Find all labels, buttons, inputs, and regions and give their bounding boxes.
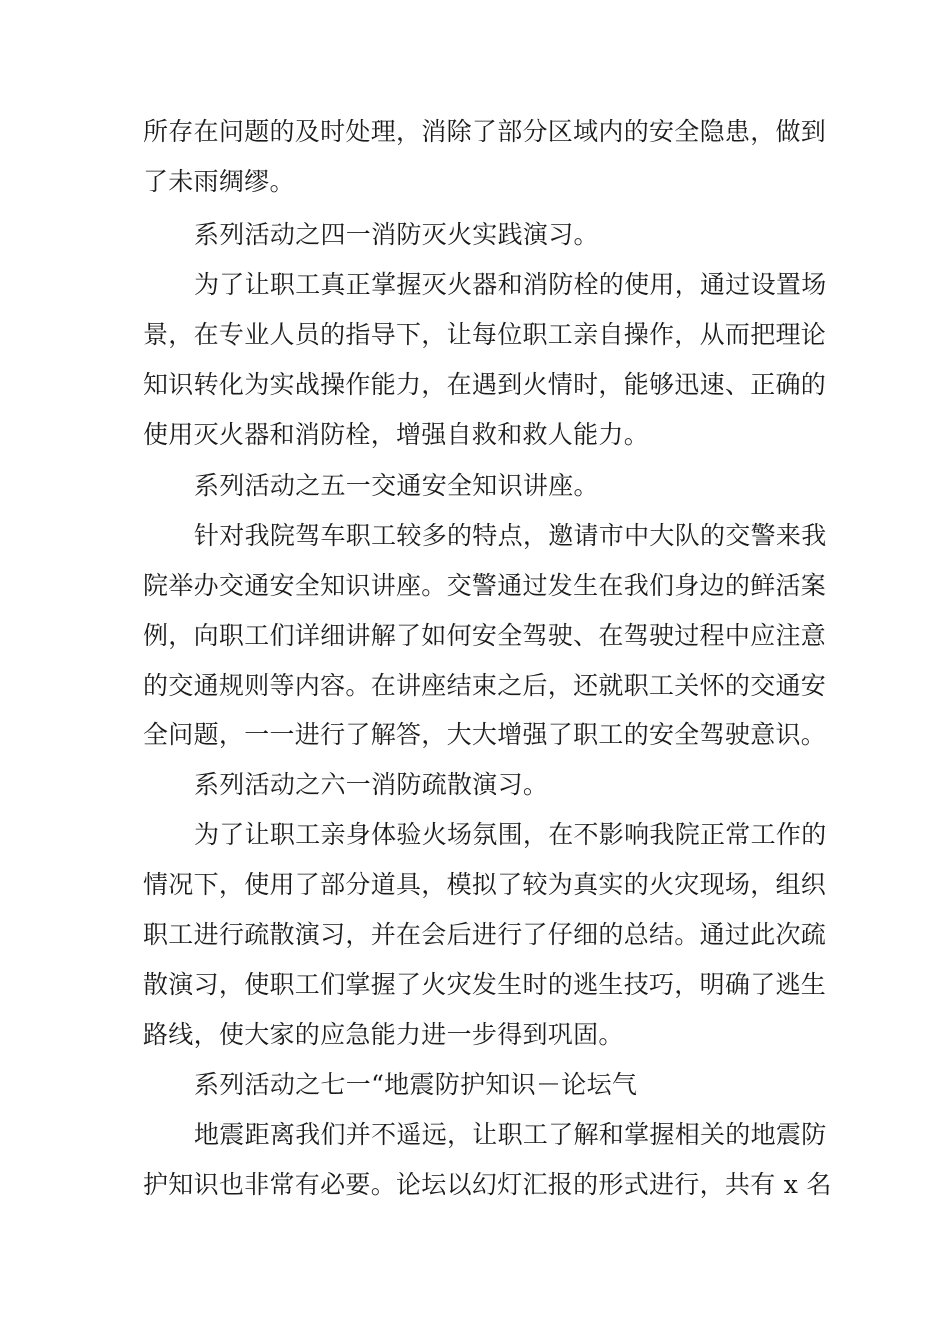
paragraph-line: 情况下，使用了部分道具，模拟了较为真实的火灾现场，组织 <box>143 870 827 899</box>
paragraph-line: 全问题，一一进行了解答，大大增强了职工的安全驾驶意识。 <box>143 720 827 749</box>
section-heading: 系列活动之四一消防灭火实践演习。 <box>194 220 599 249</box>
section-heading: 系列活动之五一交通安全知识讲座。 <box>194 471 599 500</box>
paragraph-line: 例，向职工们详细讲解了如何安全驾驶、在驾驶过程中应注意 <box>143 621 827 650</box>
paragraph-line: 职工进行疏散演习，并在会后进行了仔细的总结。通过此次疏 <box>143 920 827 949</box>
paragraph-line: 针对我院驾车职工较多的特点，邀请市中大队的交警来我 <box>194 521 827 550</box>
paragraph-line: 使用灭火器和消防栓，增强自救和救人能力。 <box>143 420 650 449</box>
paragraph-line: 所存在问题的及时处理，消除了部分区域内的安全隐患，做到 <box>143 117 827 146</box>
paragraph-line: 为了让职工亲身体验火场氛围，在不影响我院正常工作的 <box>194 820 827 849</box>
paragraph-line: 院举办交通安全知识讲座。交警通过发生在我们身边的鲜活案 <box>143 571 827 600</box>
paragraph-line: 护知识也非常有必要。论坛以幻灯汇报的形式进行，共有 x 名 <box>143 1170 832 1199</box>
paragraph-line: 的交通规则等内容。在讲座结束之后，还就职工关怀的交通安 <box>143 671 827 700</box>
paragraph-line: 为了让职工真正掌握灭火器和消防栓的使用，通过设置场 <box>194 270 827 299</box>
paragraph-line: 了未雨绸缪。 <box>143 167 295 196</box>
paragraph-line: 散演习，使职工们掌握了火灾发生时的逃生技巧，明确了逃生 <box>143 970 827 999</box>
paragraph-line: 知识转化为实战操作能力，在遇到火情时，能够迅速、正确的 <box>143 370 827 399</box>
paragraph-line: 路线，使大家的应急能力进一步得到巩固。 <box>143 1020 624 1049</box>
section-heading: 系列活动之七一“地震防护知识－论坛气 <box>194 1070 638 1099</box>
paragraph-line: 景，在专业人员的指导下，让每位职工亲自操作，从而把理论 <box>143 320 827 349</box>
paragraph-line: 地震距离我们并不遥远，让职工了解和掌握相关的地震防 <box>194 1120 827 1149</box>
section-heading: 系列活动之六一消防疏散演习。 <box>194 770 549 799</box>
